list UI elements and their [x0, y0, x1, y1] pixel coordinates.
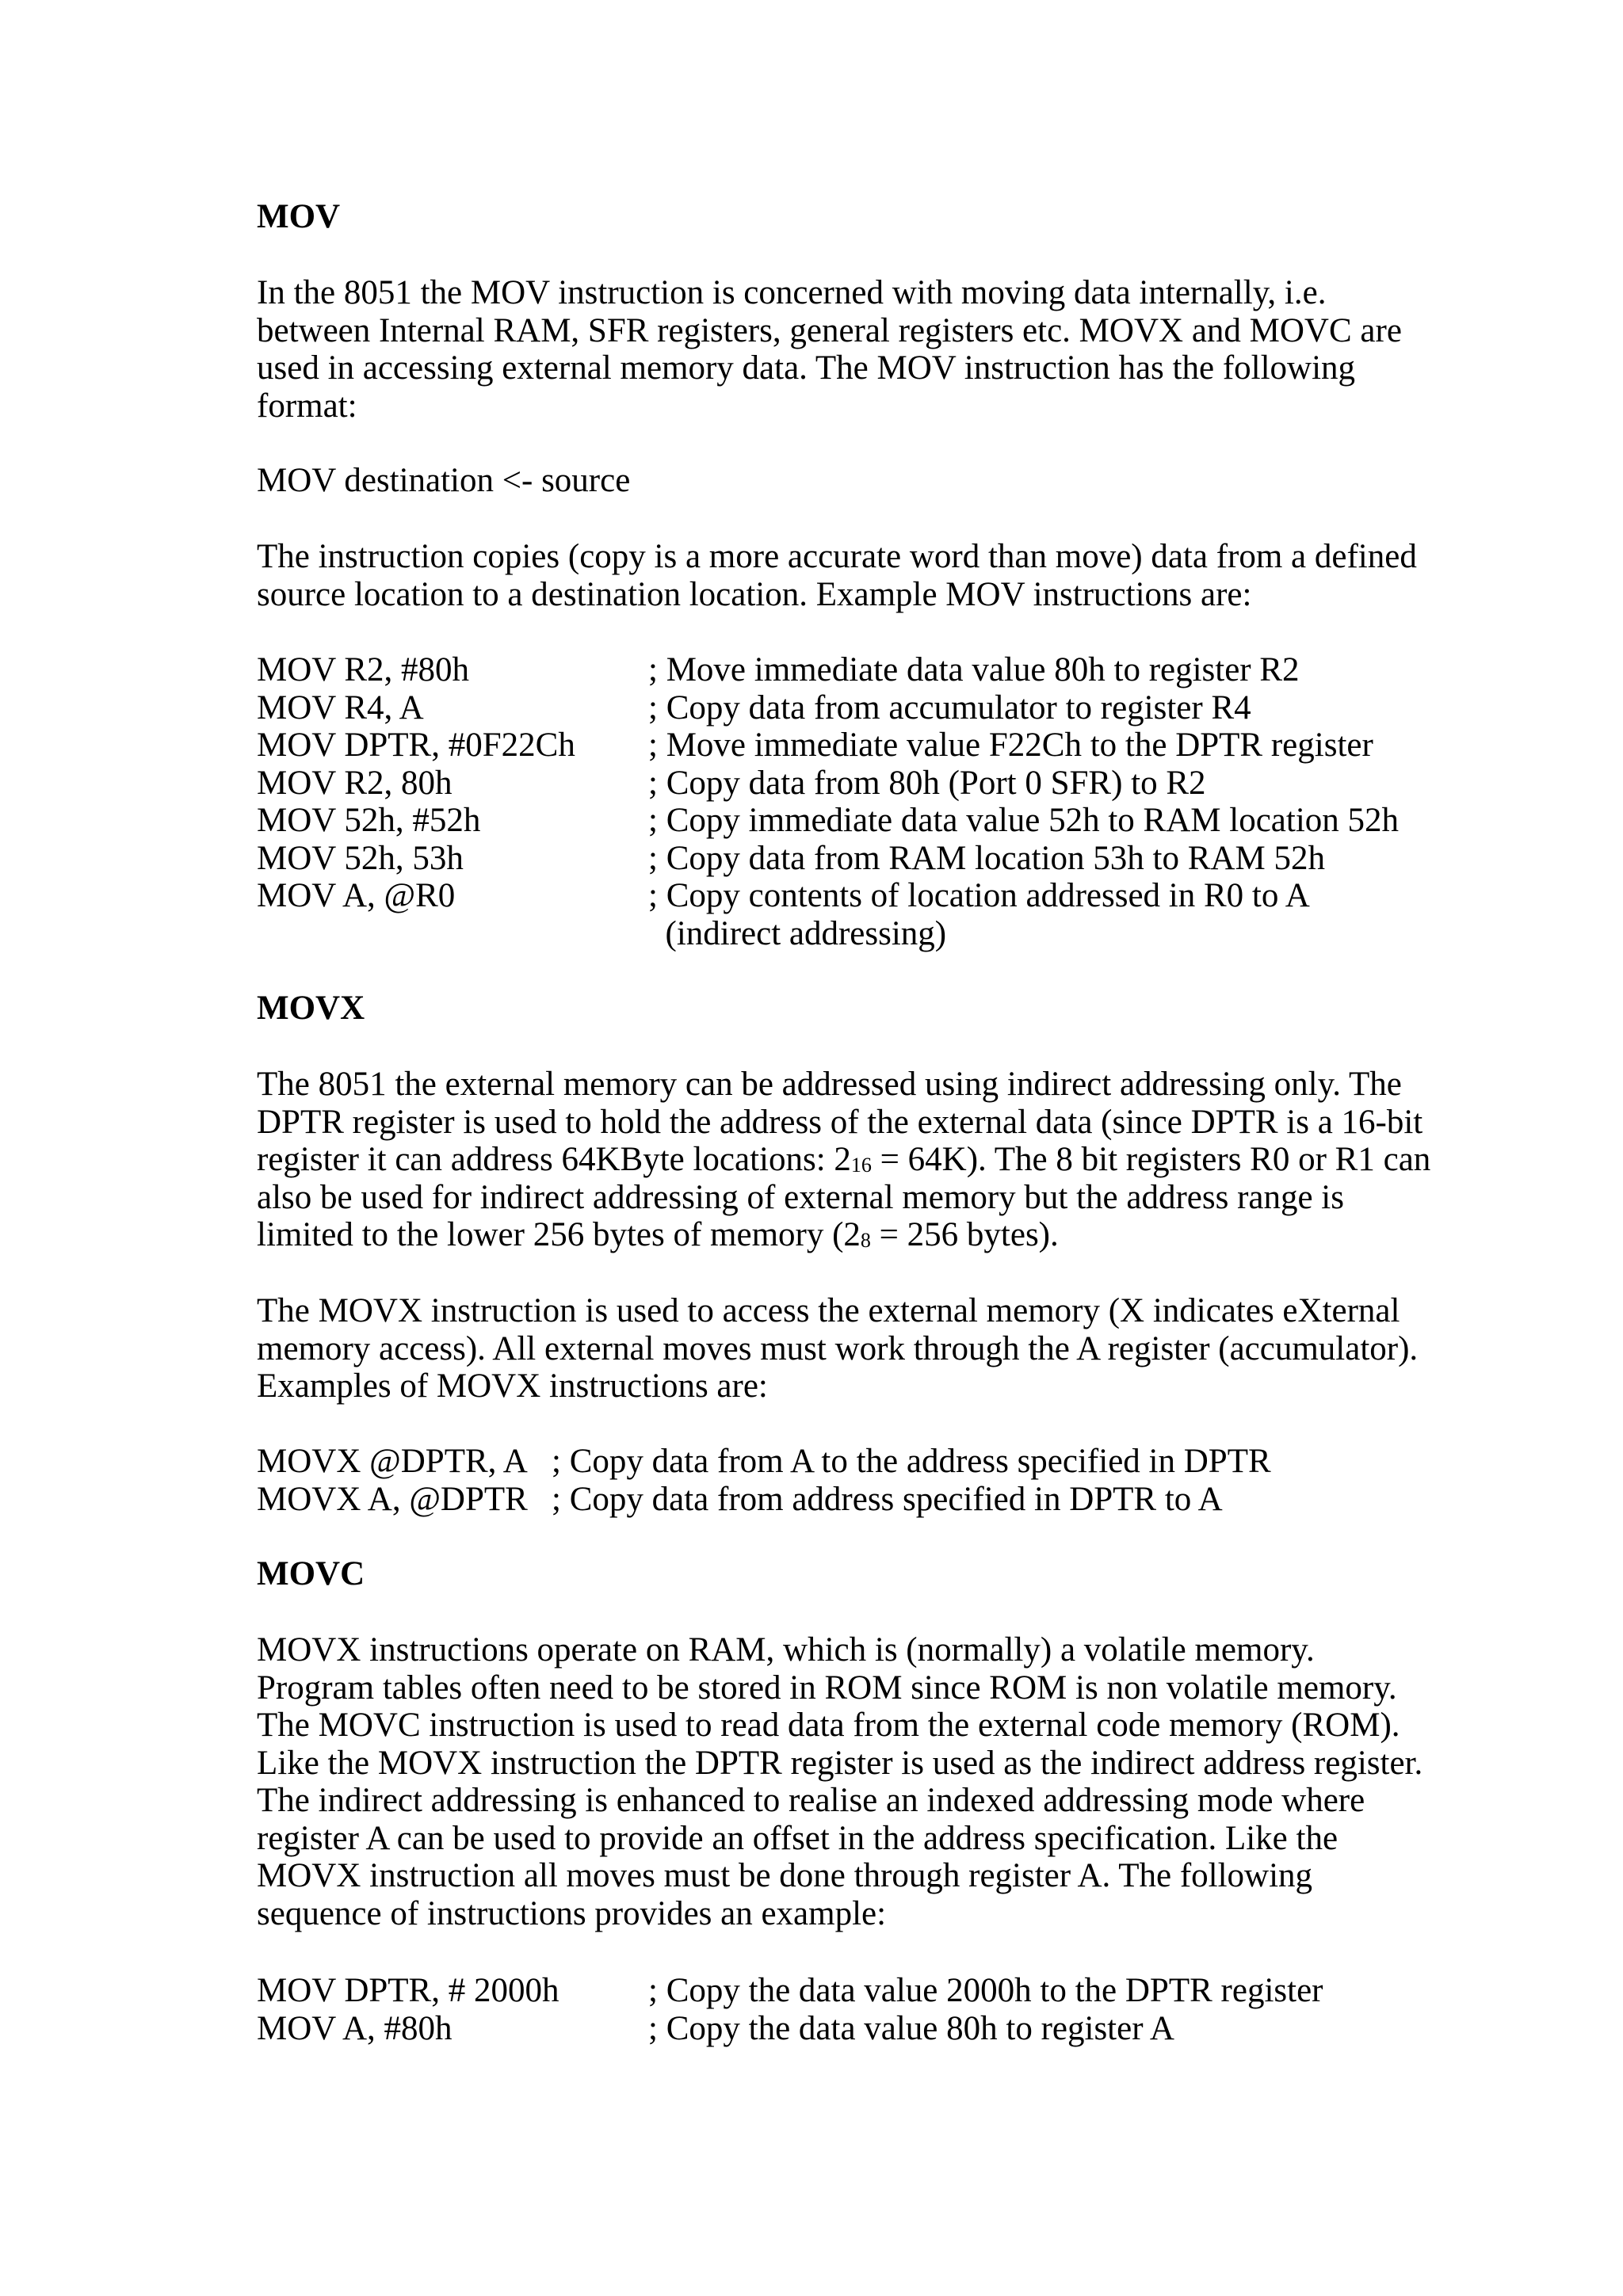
text-line: MOV destination <- source — [257, 462, 631, 499]
instruction-comment: (indirect addressing) — [648, 914, 947, 952]
text-fragment: limited to the lower 256 bytes of memory (2 — [257, 1216, 861, 1253]
code-example-row — [257, 765, 1414, 803]
instruction-text: MOV A, @R0 — [257, 877, 456, 914]
text-line: register A can be used to provide an offset in the address specification. Like the — [257, 1819, 1338, 1857]
instruction-comment: ; Copy data from RAM location 53h to RAM 52h — [648, 839, 1325, 877]
movc-paragraph — [257, 1631, 1423, 1932]
instruction-comment: ; Move immediate value F22Ch to the DPTR register — [648, 727, 1373, 764]
instruction-text: MOVX @DPTR, A — [257, 1443, 528, 1480]
text-line: Like the MOVX instruction the DPTR register is used as the indirect address register. — [257, 1744, 1423, 1782]
text-line: The MOVX instruction is used to access the external memory (X indicates eXternal — [257, 1292, 1400, 1329]
instruction-text: MOV A, #80h — [257, 2009, 453, 2047]
text-line: sequence of instructions provides an example: — [257, 1894, 887, 1932]
text-line: MOVX instruction all moves must be done through register A. The following — [257, 1857, 1313, 1894]
text-line: MOVX instructions operate on RAM, which is (normally) a volatile memory. — [257, 1631, 1315, 1669]
text-line: The indirect addressing is enhanced to realise an indexed addressing mode where — [257, 1782, 1365, 1819]
text-fragment: register it can address 64KByte locations: 2 — [257, 1141, 851, 1178]
mov-format-line — [257, 462, 1414, 500]
text-line — [257, 1216, 1414, 1254]
mov-intro-paragraph — [257, 274, 1414, 425]
movx-paragraph-1 — [257, 1066, 1431, 1254]
text-line: In the 8051 the MOV instruction is concerned with moving data internally, i.e. — [257, 274, 1327, 311]
section-heading-movx: MOVX — [257, 990, 365, 1027]
instruction-comment: ; Copy data from 80h (Port 0 SFR) to R2 — [648, 764, 1206, 802]
instruction-text: MOVX A, @DPTR — [257, 1480, 528, 1518]
code-example-row — [257, 689, 1414, 727]
section-heading-mov: MOV — [257, 198, 341, 235]
movx-paragraph-2 — [257, 1292, 1419, 1405]
text-line: format: — [257, 387, 357, 425]
section-heading-movc: MOVC — [257, 1555, 365, 1592]
text-line: The 8051 the external memory can be addressed using indirect addressing only. The — [257, 1066, 1402, 1103]
movx-examples-block — [257, 1443, 1414, 1518]
text-fragment: = 256 bytes). — [870, 1216, 1059, 1253]
code-example-row — [257, 1972, 1414, 2010]
mov-description-paragraph — [257, 538, 1417, 613]
instruction-comment: ; Copy data from A to the address specified in DPTR — [552, 1443, 1271, 1480]
movc-examples-block — [257, 1972, 1414, 2047]
code-example-row — [257, 727, 1414, 765]
exponent: 16 — [850, 1154, 872, 1177]
instruction-comment: ; Copy the data value 2000h to the DPTR register — [648, 1972, 1323, 2009]
instruction-comment: ; Copy the data value 80h to register A — [648, 2009, 1174, 2047]
instruction-comment: ; Copy data from accumulator to register R4 — [648, 688, 1251, 727]
instruction-text: MOV 52h, 53h — [257, 839, 464, 877]
instruction-text: MOV R4, A — [257, 688, 424, 727]
instruction-text: MOV DPTR, #0F22Ch — [257, 727, 575, 764]
text-line — [257, 1141, 1431, 1179]
instruction-comment: ; Copy data from address specified in DPTR to A — [552, 1480, 1223, 1518]
text-line: Examples of MOVX instructions are: — [257, 1367, 768, 1405]
instruction-text: MOV R2, 80h — [257, 764, 453, 802]
instruction-comment: ; Move immediate data value 80h to register R2 — [648, 651, 1300, 688]
text-line: The instruction copies (copy is a more accurate word than move) data from a defined — [257, 538, 1417, 575]
code-example-row — [257, 840, 1414, 878]
text-line: memory access). All external moves must work through the A register (accumulator). — [257, 1329, 1419, 1367]
instruction-text: MOV R2, #80h — [257, 651, 469, 688]
instruction-comment: ; Copy immediate data value 52h to RAM location 52h — [648, 802, 1400, 839]
exponent: 8 — [860, 1229, 871, 1252]
instruction-comment: ; Copy contents of location addressed in R0 to A — [648, 877, 1310, 914]
instruction-text: MOV 52h, #52h — [257, 802, 481, 839]
code-example-row — [257, 2010, 1414, 2048]
code-example-row — [257, 1481, 1414, 1519]
code-example-row — [257, 915, 1414, 953]
instruction-text: MOV DPTR, # 2000h — [257, 1972, 559, 2009]
text-line: Program tables often need to be stored in ROM since ROM is non volatile memory. — [257, 1669, 1397, 1707]
code-example-row — [257, 1443, 1414, 1481]
text-line: between Internal RAM, SFR registers, general registers etc. MOVX and MOVC are — [257, 311, 1402, 349]
text-fragment: = 64K). The 8 bit registers R0 or R1 can — [871, 1141, 1431, 1178]
text-line: source location to a destination location. Example MOV instructions are: — [257, 575, 1252, 613]
code-example-row — [257, 651, 1414, 689]
text-line: also be used for indirect addressing of external memory but the address range is — [257, 1178, 1344, 1216]
text-line: DPTR register is used to hold the address of the external data (since DPTR is a 16-bit — [257, 1103, 1423, 1141]
code-example-row — [257, 802, 1414, 840]
code-example-row — [257, 877, 1414, 915]
text-line: The MOVC instruction is used to read data from the external code memory (ROM). — [257, 1707, 1400, 1744]
mov-examples-block — [257, 651, 1414, 952]
text-line: used in accessing external memory data. The MOV instruction has the following — [257, 349, 1356, 387]
